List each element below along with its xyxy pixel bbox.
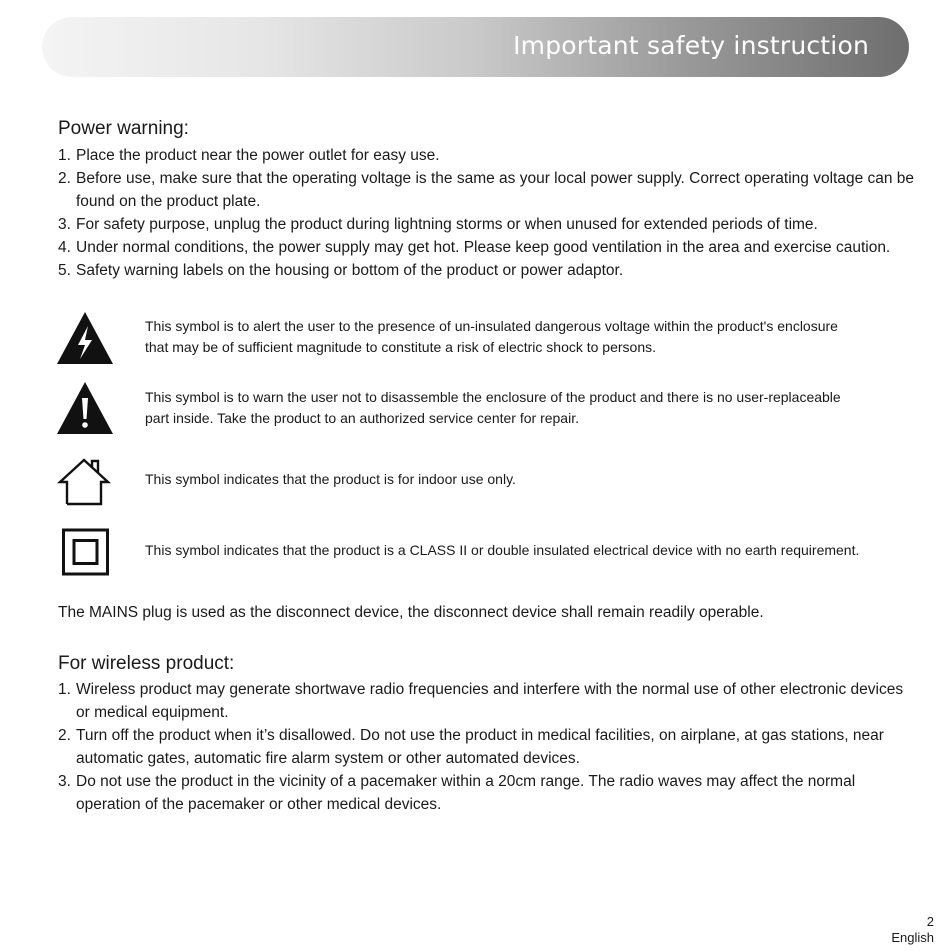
list-number: 4.: [58, 239, 71, 256]
list-number: 5.: [58, 262, 71, 279]
exclamation-warning-icon: [56, 381, 114, 435]
list-number: 3.: [58, 216, 71, 233]
list-text: Place the product near the power outlet for easy use.: [76, 147, 440, 164]
list-item: [58, 167, 918, 213]
wireless-heading: For wireless product:: [58, 653, 235, 674]
symbol-description: This symbol indicates that the product is a CLASS II or double insulated electrical device with no earth requirement.: [145, 542, 860, 558]
class-ii-icon: [56, 528, 112, 578]
wireless-list: [58, 678, 918, 816]
title-banner: [42, 17, 909, 77]
list-item: [58, 724, 918, 770]
power-warning-list: [58, 144, 918, 282]
list-text: Wireless product may generate shortwave radio frequencies and interfere with the normal use of other electronic devices or medical equipment.: [76, 681, 904, 721]
mains-plug-note: The MAINS plug is used as the disconnect device, the disconnect device shall remain readily operable.: [58, 604, 764, 621]
symbol-row-indoor-use: [56, 458, 926, 528]
list-item: [58, 213, 918, 236]
house-icon: [56, 458, 112, 506]
list-item: [58, 259, 918, 282]
list-item: [58, 236, 918, 259]
list-number: 1.: [58, 681, 71, 698]
symbol-row-electric-shock: [56, 311, 926, 381]
list-item: [58, 144, 918, 167]
power-warning-heading: Power warning:: [58, 118, 189, 139]
list-text: Safety warning labels on the housing or bottom of the product or power adaptor.: [76, 262, 624, 279]
list-text: Before use, make sure that the operating voltage is the same as your local power supply. Correct operating voltage can be found on the product plate.: [76, 170, 915, 210]
page-number: 2: [926, 914, 934, 929]
symbol-row-class-ii: [56, 528, 926, 598]
list-number: 3.: [58, 773, 71, 790]
list-text: Do not use the product in the vicinity of a pacemaker within a 20cm range. The radio waves may affect the normal operation of the pacemaker or other medical devices.: [76, 773, 856, 813]
language-label: English: [891, 930, 934, 945]
list-number: 2.: [58, 170, 71, 187]
list-text: For safety purpose, unplug the product during lightning storms or when unused for extended periods of time.: [76, 216, 818, 233]
symbol-row-no-disassembly: [56, 381, 926, 451]
list-item: [58, 678, 918, 724]
list-item: [58, 770, 918, 816]
page-title: Important safety instruction: [513, 31, 869, 60]
symbol-description: This symbol is to alert the user to the presence of un-insulated dangerous voltage within the product's enclosure that may be of sufficient magnitude to constitute a risk of electric shock to persons.: [145, 318, 838, 355]
list-text: Turn off the product when it’s disallowed. Do not use the product in medical facilities, on airplane, at gas stations, near automatic gates, automatic fire alarm system or other automated devices.: [76, 727, 884, 767]
list-text: Under normal conditions, the power supply may get hot. Please keep good ventilation in the area and exercise caution.: [76, 239, 891, 256]
lightning-warning-icon: [56, 311, 114, 365]
symbol-description: This symbol indicates that the product is for indoor use only.: [145, 471, 516, 487]
list-number: 2.: [58, 727, 71, 744]
symbol-description: This symbol is to warn the user not to disassemble the enclosure of the product and there is no user-replaceable part inside. Take the product to an authorized service center for repair.: [145, 389, 841, 426]
page-footer: [891, 914, 934, 946]
list-number: 1.: [58, 147, 71, 164]
